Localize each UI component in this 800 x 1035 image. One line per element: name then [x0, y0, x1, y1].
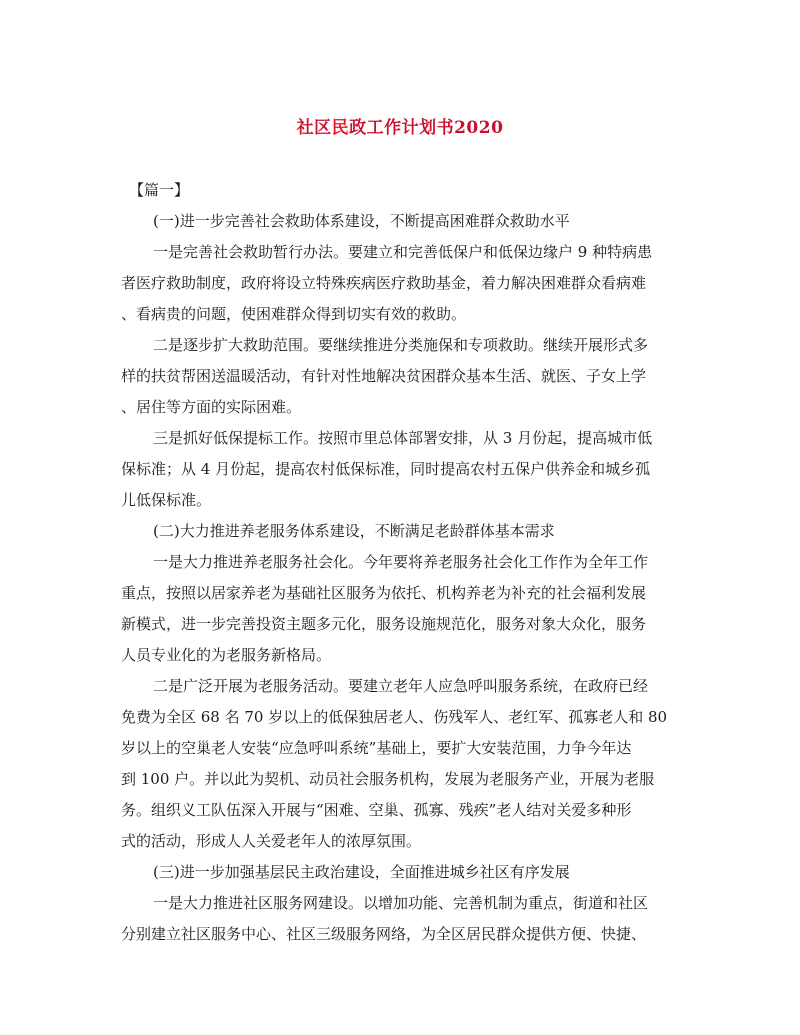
paragraph-line: 、居住等方面的实际困难。	[121, 398, 302, 416]
paragraph-line: (二)大力推进养老服务体系建设，不断满足老龄群体基本需求	[153, 522, 555, 540]
paragraph-line: 、看病贵的问题，使困难群众得到切实有效的救助。	[121, 305, 467, 323]
paragraph-line: 样的扶贫帮困送温暖活动，有针对性地解决贫困群众基本生活、就医、子女上学	[121, 367, 647, 385]
paragraph-line: 保标准；从 4 月份起，提高农村低保标准，同时提高农村五保户供养金和城乡孤	[121, 460, 651, 478]
paragraph-line: 儿低保标准。	[121, 491, 212, 509]
document-body	[121, 175, 681, 950]
paragraph-line: 免费为全区 68 名 70 岁以上的低保独居老人、伤残军人、老红军、孤寡老人和 80	[121, 708, 668, 726]
paragraph-line: 二是广泛开展为老服务活动。要建立老年人应急呼叫服务系统，在政府已经	[153, 677, 649, 695]
paragraph-line: 分别建立社区服务中心、社区三级服务网络，为全区居民群众提供方便、快捷、	[121, 925, 647, 943]
paragraph-line: 者医疗救助制度，政府将设立特殊疾病医疗救助基金，着力解决困难群众看病难	[121, 274, 647, 292]
paragraph-line: 【篇一】	[129, 181, 190, 199]
paragraph-line: 新模式，进一步完善投资主题多元化，服务设施规范化，服务对象大众化，服务	[121, 615, 647, 633]
paragraph-line: 到 100 户。并以此为契机、动员社会服务机构，发展为老服务产业，开展为老服	[121, 770, 655, 788]
paragraph-line: (一)进一步完善社会救助体系建设，不断提高困难群众救助水平	[153, 212, 570, 230]
paragraph-line: 一是大力推进养老服务社会化。今年要将养老服务社会化工作作为全年工作	[153, 553, 649, 571]
paragraph-line: 二是逐步扩大救助范围。要继续推进分类施保和专项救助。继续开展形式多	[153, 336, 649, 354]
paragraph-line: 一是完善社会救助暂行办法。要建立和完善低保户和低保边缘户 9 种特病患	[153, 243, 653, 261]
paragraph-line: 三是抓好低保提标工作。按照市里总体部署安排，从 3 月份起，提高城市低	[153, 429, 653, 447]
paragraph-line: 务。组织义工队伍深入开展与“困难、空巢、孤寡、残疾”老人结对关爱多种形	[121, 801, 632, 819]
document-title	[0, 113, 800, 138]
paragraph-line: 岁以上的空巢老人安装“应急呼叫系统”基础上，要扩大安装范围，力争今年达	[121, 739, 632, 757]
paragraph-line: 重点，按照以居家养老为基础社区服务为依托、机构养老为补充的社会福利发展	[121, 584, 647, 602]
paragraph-line: 式的活动，形成人人关爱老年人的浓厚氛围。	[121, 832, 422, 850]
title-text: 社区民政工作计划书2020	[296, 118, 504, 138]
paragraph-line: (三)进一步加强基层民主政治建设，全面推进城乡社区有序发展	[153, 863, 570, 881]
paragraph-line: 人员专业化的为老服务新格局。	[121, 646, 332, 664]
paragraph-line: 一是大力推进社区服务网建设。以增加功能、完善机制为重点，街道和社区	[153, 894, 649, 912]
